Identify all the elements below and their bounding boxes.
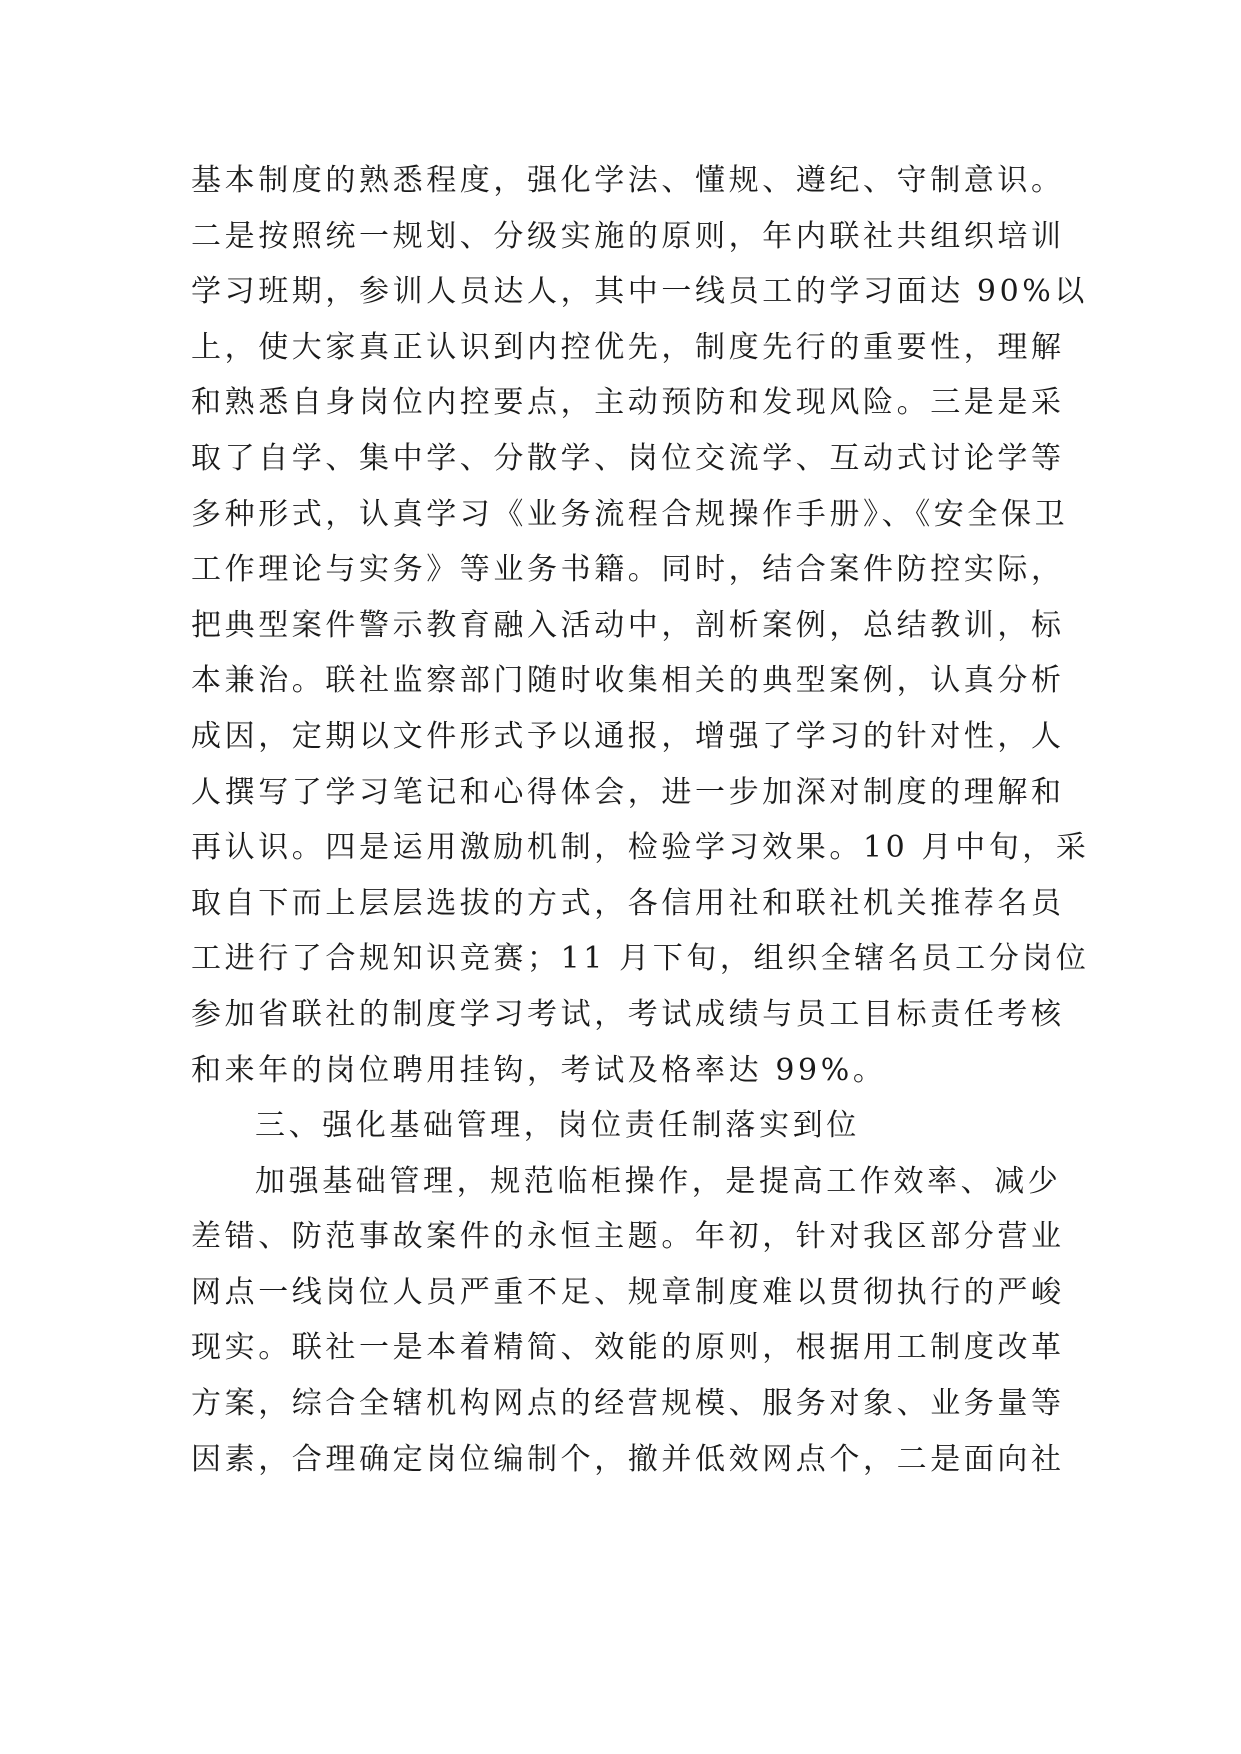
text-line: 再认识。四是运用激励机制，检验学习效果。10 月中旬，采 (191, 830, 1090, 866)
text-line: 人撰写了学习笔记和心得体会，进一步加深对制度的理解和 (191, 774, 1065, 810)
document-body (191, 153, 1090, 1487)
text-line: 把典型案件警示教育融入活动中，剖析案例，总结教训，标 (191, 607, 1065, 643)
paragraph-first-line: 加强基础管理，规范临柜操作，是提高工作效率、减少 (255, 1163, 1062, 1199)
section-heading: 三、强化基础管理，岗位责任制落实到位 (255, 1108, 860, 1144)
text-line: 学习班期，参训人员达人，其中一线员工的学习面达 90%以 (191, 274, 1089, 310)
text-line: 成因，定期以文件形式予以通报，增强了学习的针对性，人 (191, 718, 1065, 754)
text-line: 因素，合理确定岗位编制个，撤并低效网点个，二是面向社 (191, 1441, 1065, 1477)
text-line: 取了自学、集中学、分散学、岗位交流学、互动式讨论学等 (191, 440, 1065, 476)
text-line: 工进行了合规知识竞赛；11 月下旬，组织全辖名员工分岗位 (191, 941, 1090, 977)
text-line: 多种形式，认真学习《业务流程合规操作手册》、《安全保卫 (191, 496, 1069, 532)
text-line: 二是按照统一规划、分级实施的原则，年内联社共组织培训 (191, 218, 1065, 254)
text-line: 基本制度的熟悉程度，强化学法、懂规、遵纪、守制意识。 (191, 163, 1065, 198)
text-line: 和来年的岗位聘用挂钩，考试及格率达 99%。 (191, 1052, 887, 1088)
text-line: 本兼治。联社监察部门随时收集相关的典型案例，认真分析 (191, 663, 1065, 699)
text-line: 上，使大家真正认识到内控优先，制度先行的重要性，理解 (191, 329, 1065, 365)
text-line: 网点一线岗位人员严重不足、规章制度难以贯彻执行的严峻 (191, 1274, 1065, 1310)
text-line: 差错、防范事故案件的永恒主题。年初，针对我区部分营业 (191, 1219, 1065, 1255)
text-line: 取自下而上层层选拔的方式，各信用社和联社机关推荐名员 (191, 885, 1065, 921)
text-line: 现实。联社一是本着精简、效能的原则，根据用工制度改革 (191, 1330, 1065, 1366)
text-line: 方案，综合全辖机构网点的经营规模、服务对象、业务量等 (191, 1386, 1065, 1422)
text-line: 工作理论与实务》等业务书籍。同时，结合案件防控实际， (191, 552, 1065, 588)
text-line: 和熟悉自身岗位内控要点，主动预防和发现风险。三是是采 (191, 385, 1065, 421)
text-line: 参加省联社的制度学习考试，考试成绩与员工目标责任考核 (191, 996, 1065, 1032)
